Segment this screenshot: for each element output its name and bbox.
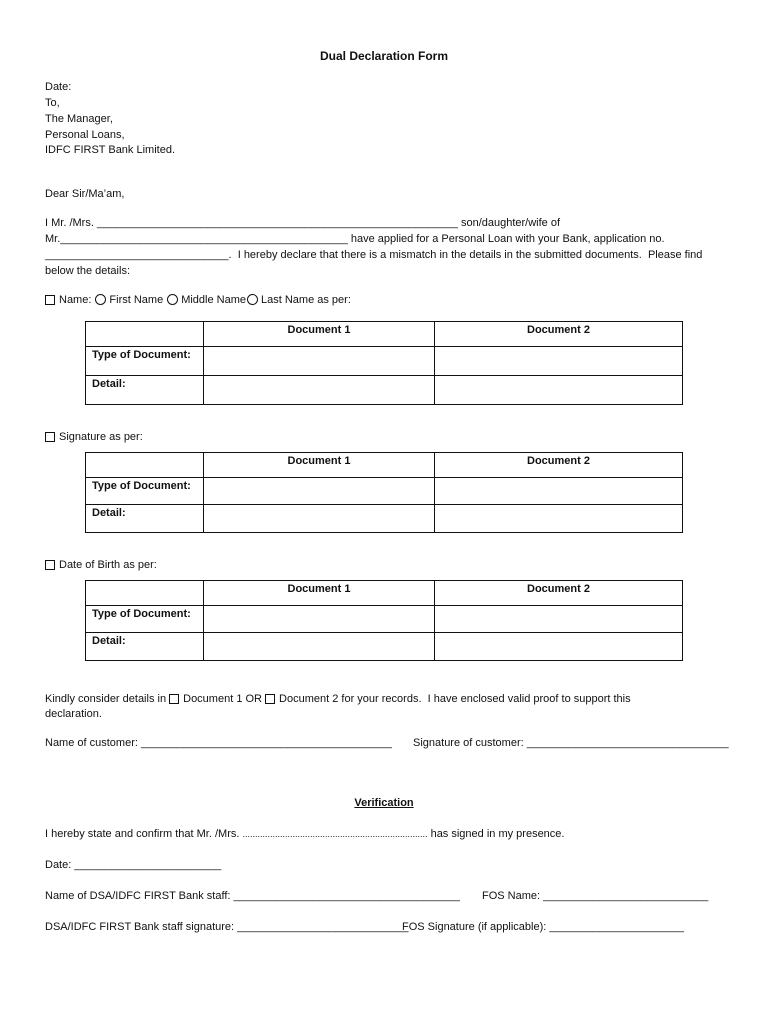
first-name-radio[interactable] [95, 294, 106, 305]
signature-checkbox[interactable] [45, 432, 55, 442]
name-checkbox[interactable] [45, 295, 55, 305]
fos-signature-row [402, 920, 684, 934]
consider-line-2: declaration. [45, 708, 102, 720]
verification-confirm-line [45, 827, 564, 841]
application-no-blank[interactable]: ______________________________. [45, 249, 232, 261]
bank-name: IDFC FIRST Bank Limited. [45, 144, 175, 156]
declaration-line-2 [45, 232, 665, 246]
doc1-detail-cell[interactable] [204, 505, 435, 533]
doc1-detail-cell[interactable] [204, 376, 435, 405]
customer-name-row [45, 736, 392, 750]
last-name-label: Last Name as per: [261, 294, 351, 306]
doc2-detail-cell[interactable] [435, 633, 683, 661]
table-header-document-1: Document 1 [204, 453, 435, 478]
date-label: Date: [45, 81, 72, 93]
relation-label: son/daughter/wife of [457, 217, 561, 229]
staff-signature-label: DSA/IDFC FIRST Bank staff signature: [45, 921, 238, 933]
verification-heading: Verification [354, 797, 414, 809]
fos-signature-label: FOS Signature (if applicable): [402, 921, 550, 933]
form-title: Dual Declaration Form [319, 49, 449, 63]
table-header-document-2: Document 2 [435, 453, 683, 478]
middle-name-label: Middle Name [181, 294, 246, 306]
document-1-option-label: Document 1 OR [183, 693, 266, 705]
middle-name-radio[interactable] [167, 294, 178, 305]
mismatch-text: I hereby declare that there is a mismatch in the details in the submitted documents. Please find [231, 249, 703, 261]
confirm-name-dots[interactable]: .......................................................................... [242, 829, 428, 839]
fos-name-row [482, 889, 708, 903]
table-header-empty [86, 322, 204, 347]
salutation: Dear Sir/Ma’am, [45, 188, 125, 200]
staff-signature-row [45, 920, 408, 934]
customer-name-label: Name of customer: [45, 737, 141, 749]
last-name-radio[interactable] [247, 294, 258, 305]
staff-signature-blank[interactable]: ____________________________ [237, 921, 409, 933]
customer-signature-blank[interactable]: _________________________________ [526, 737, 729, 749]
doc2-type-cell[interactable] [435, 478, 683, 505]
declaration-line-1 [45, 216, 560, 230]
customer-name-blank[interactable]: _________________________________________ [140, 737, 392, 749]
doc2-type-cell[interactable] [435, 347, 683, 376]
doc1-type-cell[interactable] [204, 478, 435, 505]
fos-name-label: FOS Name: [482, 890, 544, 902]
verification-date-row [45, 858, 221, 872]
customer-signature-row [413, 736, 729, 750]
signature-section-header [45, 430, 143, 444]
relative-prefix: Mr. [45, 233, 61, 245]
dob-checkbox[interactable] [45, 560, 55, 570]
table-header-document-2: Document 2 [435, 322, 683, 347]
fos-name-blank[interactable]: ___________________________ [543, 890, 709, 902]
staff-name-blank[interactable]: _____________________________________ [233, 890, 460, 902]
table-header-document-1: Document 1 [204, 581, 435, 606]
customer-signature-label: Signature of customer: [413, 737, 527, 749]
manager-label: The Manager, [45, 113, 113, 125]
doc2-type-cell[interactable] [435, 606, 683, 633]
name-section-header [45, 293, 351, 307]
staff-name-label: Name of DSA/IDFC FIRST Bank staff: [45, 890, 234, 902]
consider-prefix: Kindly consider details in [45, 693, 170, 705]
row-label-type-of-document: Type of Document: [86, 606, 204, 633]
doc1-type-cell[interactable] [204, 606, 435, 633]
staff-name-row [45, 889, 460, 903]
consider-line-1 [45, 692, 631, 706]
loan-text: have applied for a Personal Loan with your Bank, application no. [347, 233, 665, 245]
department-label: Personal Loans, [45, 129, 125, 141]
signature-checkbox-label: Signature as per: [59, 431, 143, 443]
first-name-label: First Name [109, 294, 164, 306]
row-label-detail: Detail: [86, 376, 204, 405]
table-header-document-2: Document 2 [435, 581, 683, 606]
verification-date-label: Date: [45, 859, 75, 871]
declarant-name-blank[interactable]: ___________________________________________________________ [96, 217, 458, 229]
verification-date-blank[interactable]: ________________________ [74, 859, 222, 871]
row-label-type-of-document: Type of Document: [86, 347, 204, 376]
name-checkbox-label: Name: [59, 294, 92, 306]
doc2-detail-cell[interactable] [435, 505, 683, 533]
name-document-table [85, 321, 683, 405]
declarant-prefix: I Mr. /Mrs. [45, 217, 97, 229]
row-label-detail: Detail: [86, 633, 204, 661]
document-1-checkbox[interactable] [169, 694, 179, 704]
row-label-type-of-document: Type of Document: [86, 478, 204, 505]
fos-signature-blank[interactable]: ______________________ [549, 921, 684, 933]
doc1-detail-cell[interactable] [204, 633, 435, 661]
row-label-detail: Detail: [86, 505, 204, 533]
dob-section-header [45, 558, 157, 572]
table-header-empty [86, 581, 204, 606]
table-header-empty [86, 453, 204, 478]
dob-checkbox-label: Date of Birth as per: [59, 559, 157, 571]
confirm-suffix: has signed in my presence. [427, 828, 565, 840]
to-label: To, [45, 97, 60, 109]
declaration-line-3 [45, 248, 702, 262]
signature-document-table [85, 452, 683, 533]
declaration-line-4: below the details: [45, 265, 130, 277]
doc1-type-cell[interactable] [204, 347, 435, 376]
document-2-checkbox[interactable] [265, 694, 275, 704]
confirm-prefix: I hereby state and confirm that Mr. /Mrs. [45, 828, 243, 840]
dob-document-table [85, 580, 683, 661]
table-header-document-1: Document 1 [204, 322, 435, 347]
document-2-option-label: Document 2 for your records. I have enclosed valid proof to support this [279, 693, 631, 705]
doc2-detail-cell[interactable] [435, 376, 683, 405]
relative-name-blank[interactable]: _______________________________________________ [60, 233, 348, 245]
